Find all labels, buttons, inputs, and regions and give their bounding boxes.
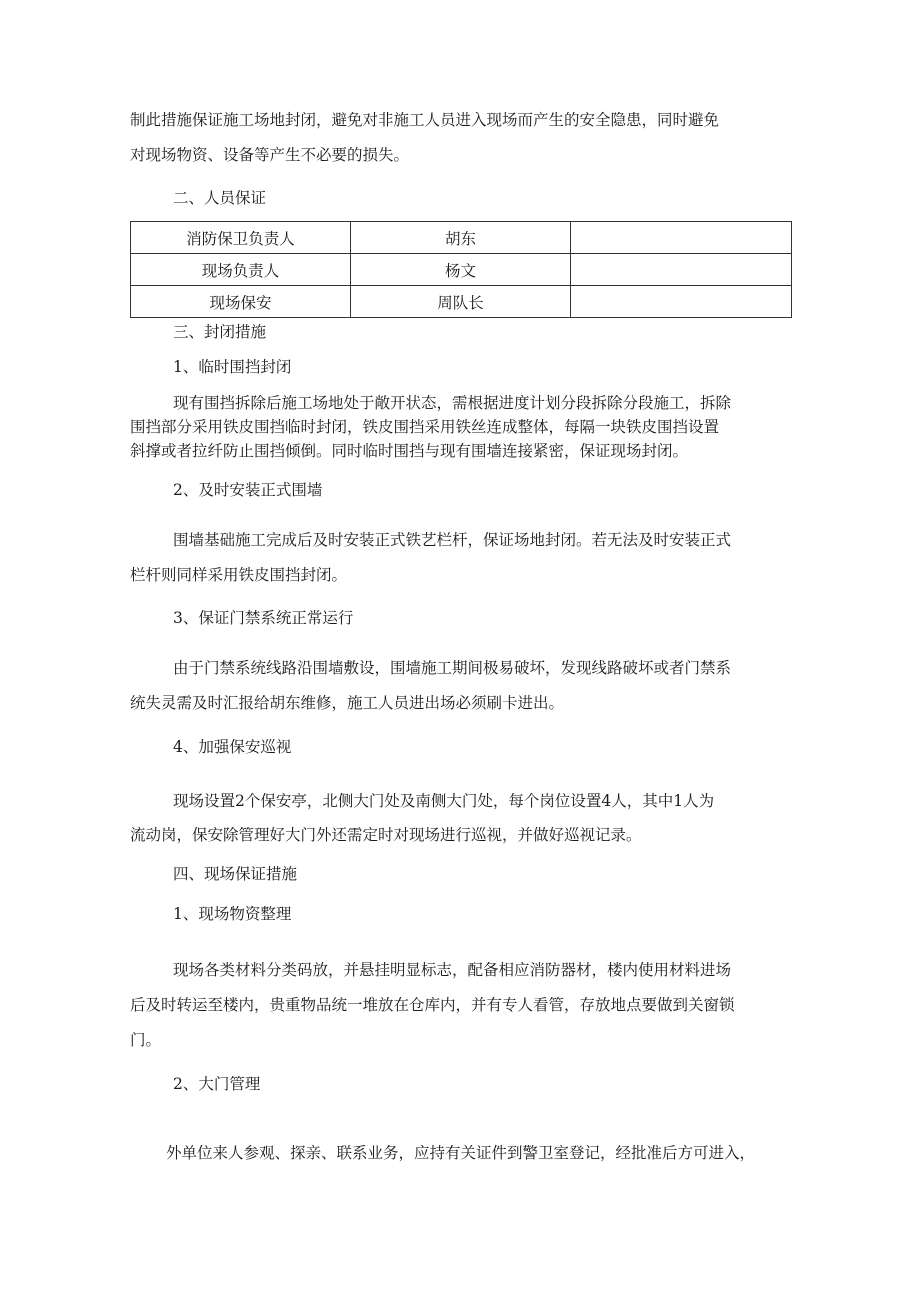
subsection-title: 4、加强保安巡视 [173,738,292,756]
table-row [131,222,792,254]
section-heading: 二、人员保证 [173,189,267,207]
paragraph-line: 围墙基础施工完成后及时安装正式铁艺栏杆，保证场地封闭。若无法及时安装正式 [173,531,732,549]
table-cell-name: 周队长 [351,286,571,318]
table-cell-role: 现场保安 [131,286,351,318]
paragraph-line: 门。 [130,1031,162,1049]
paragraph-line: 现场各类材料分类码放，并悬挂明显标志，配备相应消防器材，楼内使用材料进场 [173,961,732,979]
table-cell-role: 现场负责人 [131,254,351,286]
table-cell-extra [571,222,792,254]
paragraph-line: 斜撑或者拉纤防止围挡倾倒。同时临时围挡与现有围墙连接紧密，保证现场封闭。 [130,442,689,460]
paragraph-line: 由于门禁系统线路沿围墙敷设，围墙施工期间极易破坏，发现线路破坏或者门禁系 [173,659,732,677]
section-heading: 四、现场保证措施 [173,865,298,883]
paragraph-line: 统失灵需及时汇报给胡东维修，施工人员进出场必须刷卡进出。 [130,694,565,712]
paragraph-line: 栏杆则同样采用铁皮围挡封闭。 [130,566,348,584]
subsection-title: 1、临时围挡封闭 [173,358,292,376]
section-heading: 三、封闭措施 [173,323,267,341]
table-cell-name: 杨文 [351,254,571,286]
table-cell-role: 消防保卫负责人 [131,222,351,254]
paragraph-line: 后及时转运至楼内，贵重物品统一堆放在仓库内，并有专人看管，存放地点要做到关窗锁 [130,996,735,1014]
paragraph-line: 流动岗，保安除管理好大门外还需定时对现场进行巡视，并做好巡视记录。 [130,826,642,844]
table-row [131,286,792,318]
intro-line: 制此措施保证施工场地封闭，避免对非施工人员进入现场而产生的安全隐患，同时避免 [130,111,720,129]
paragraph-line: 围挡部分采用铁皮围挡临时封闭，铁皮围挡采用铁丝连成整体，每隔一块铁皮围挡设置 [130,418,720,436]
paragraph-line: 现有围挡拆除后施工场地处于敞开状态，需根据进度计划分段拆除分段施工，拆除 [173,394,732,412]
table-cell-extra [571,254,792,286]
table-cell-extra [571,286,792,318]
paragraph-line: 现场设置2个保安亭，北侧大门处及南侧大门处，每个岗位设置4人，其中1人为 [173,792,715,810]
intro-line: 对现场物资、设备等产生不必要的损失。 [130,146,410,164]
subsection-title: 1、现场物资整理 [173,905,292,923]
subsection-title: 2、及时安装正式围墙 [173,481,323,499]
subsection-title: 2、大门管理 [173,1075,261,1093]
subsection-title: 3、保证门禁系统正常运行 [173,609,354,627]
table-row [131,254,792,286]
personnel-table [130,221,792,318]
table-cell-name: 胡东 [351,222,571,254]
paragraph-line: 外单位来人参观、探亲、联系业务，应持有关证件到警卫室登记，经批准后方可进入， [166,1144,756,1162]
